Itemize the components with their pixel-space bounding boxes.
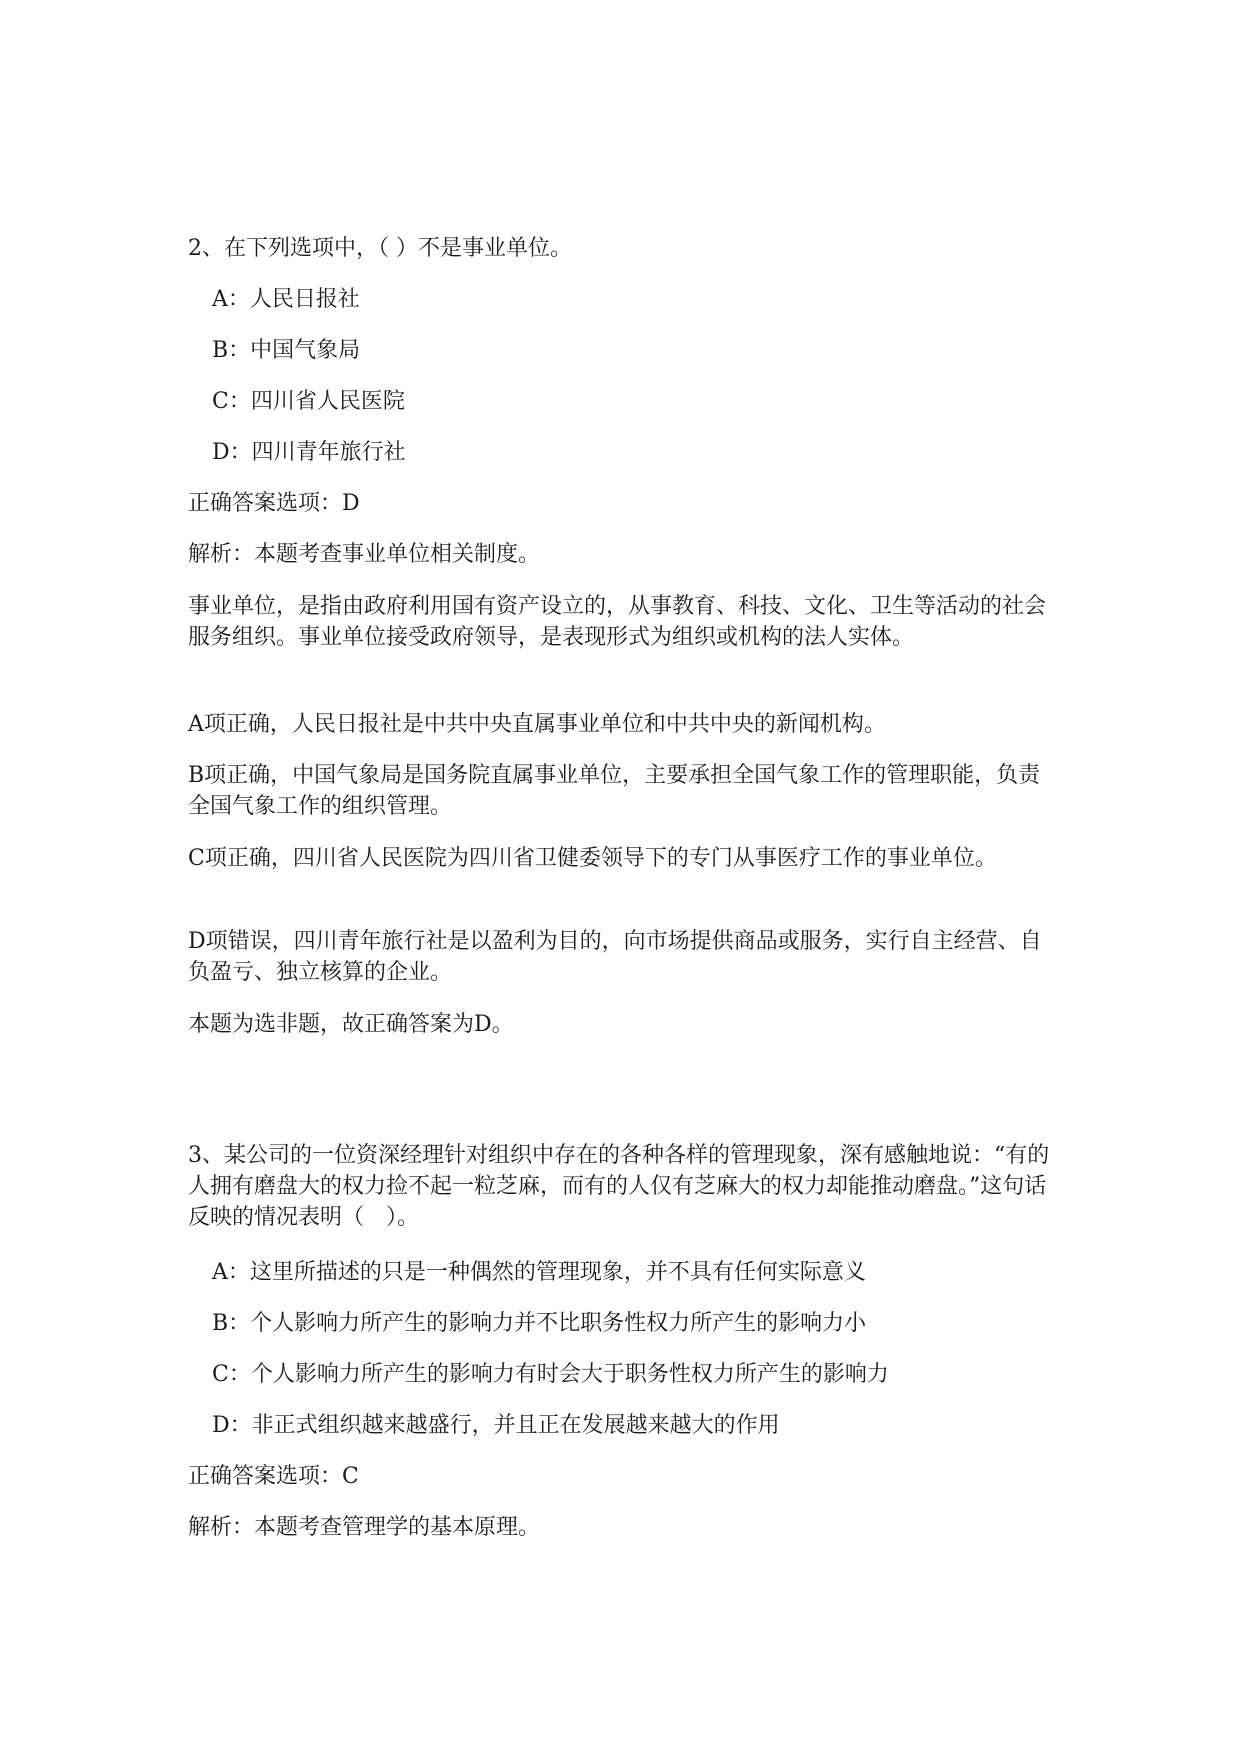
question-2-answer: 正确答案选项：D	[188, 491, 360, 516]
question-3-answer: 正确答案选项：C	[188, 1464, 359, 1489]
question-3-stem: 3、某公司的一位资深经理针对组织中存在的各种各样的管理现象，深有感触地说：“有的人拥有磨盘大的权力捡不起一粒芝麻，而有的人仅有芝麻大的权力却能推动磨盘。”这句话反映的情况表明（ ）。	[188, 1143, 1050, 1230]
question-2-explanation-definition: 事业单位，是指由政府利用国有资产设立的，从事教育、科技、文化、卫生等活动的社会服务组织。事业单位接受政府领导，是表现形式为组织或机构的法人实体。	[188, 594, 1047, 650]
question-2-option-d: D：四川青年旅行社	[212, 440, 406, 465]
question-3-analysis: 解析：本题考查管理学的基本原理。	[188, 1515, 541, 1540]
question-3-option-b: B：个人影响力所产生的影响力并不比职务性权力所产生的影响力小	[212, 1311, 867, 1336]
question-2-stem: 2、在下列选项中，（ ）不是事业单位。	[188, 236, 572, 261]
question-2-conclusion: 本题为选非题，故正确答案为D。	[188, 1012, 514, 1037]
question-2-explanation-c: C项正确，四川省人民医院为四川省卫健委领导下的专门从事医疗工作的事业单位。	[188, 846, 997, 871]
question-3-option-d: D：非正式组织越来越盛行，并且正在发展越来越大的作用	[212, 1413, 780, 1438]
question-3-option-a: A：这里所描述的只是一种偶然的管理现象，并不具有任何实际意义	[212, 1260, 866, 1285]
question-2-option-c: C：四川省人民医院	[212, 389, 405, 414]
question-2-explanation-a: A项正确，人民日报社是中共中央直属事业单位和中共中央的新闻机构。	[188, 712, 886, 737]
question-2-option-b: B：中国气象局	[212, 338, 361, 363]
question-2-analysis: 解析：本题考查事业单位相关制度。	[188, 542, 541, 567]
question-3-option-c: C：个人影响力所产生的影响力有时会大于职务性权力所产生的影响力	[212, 1362, 889, 1387]
question-2-explanation-b: B项正确，中国气象局是国务院直属事业单位，主要承担全国气象工作的管理职能，负责全国气象工作的组织管理。	[188, 763, 1041, 819]
question-2-explanation-d: D项错误，四川青年旅行社是以盈利为目的，向市场提供商品或服务，实行自主经营、自负盈亏、独立核算的企业。	[188, 929, 1042, 985]
question-2-option-a: A：人民日报社	[212, 287, 360, 312]
